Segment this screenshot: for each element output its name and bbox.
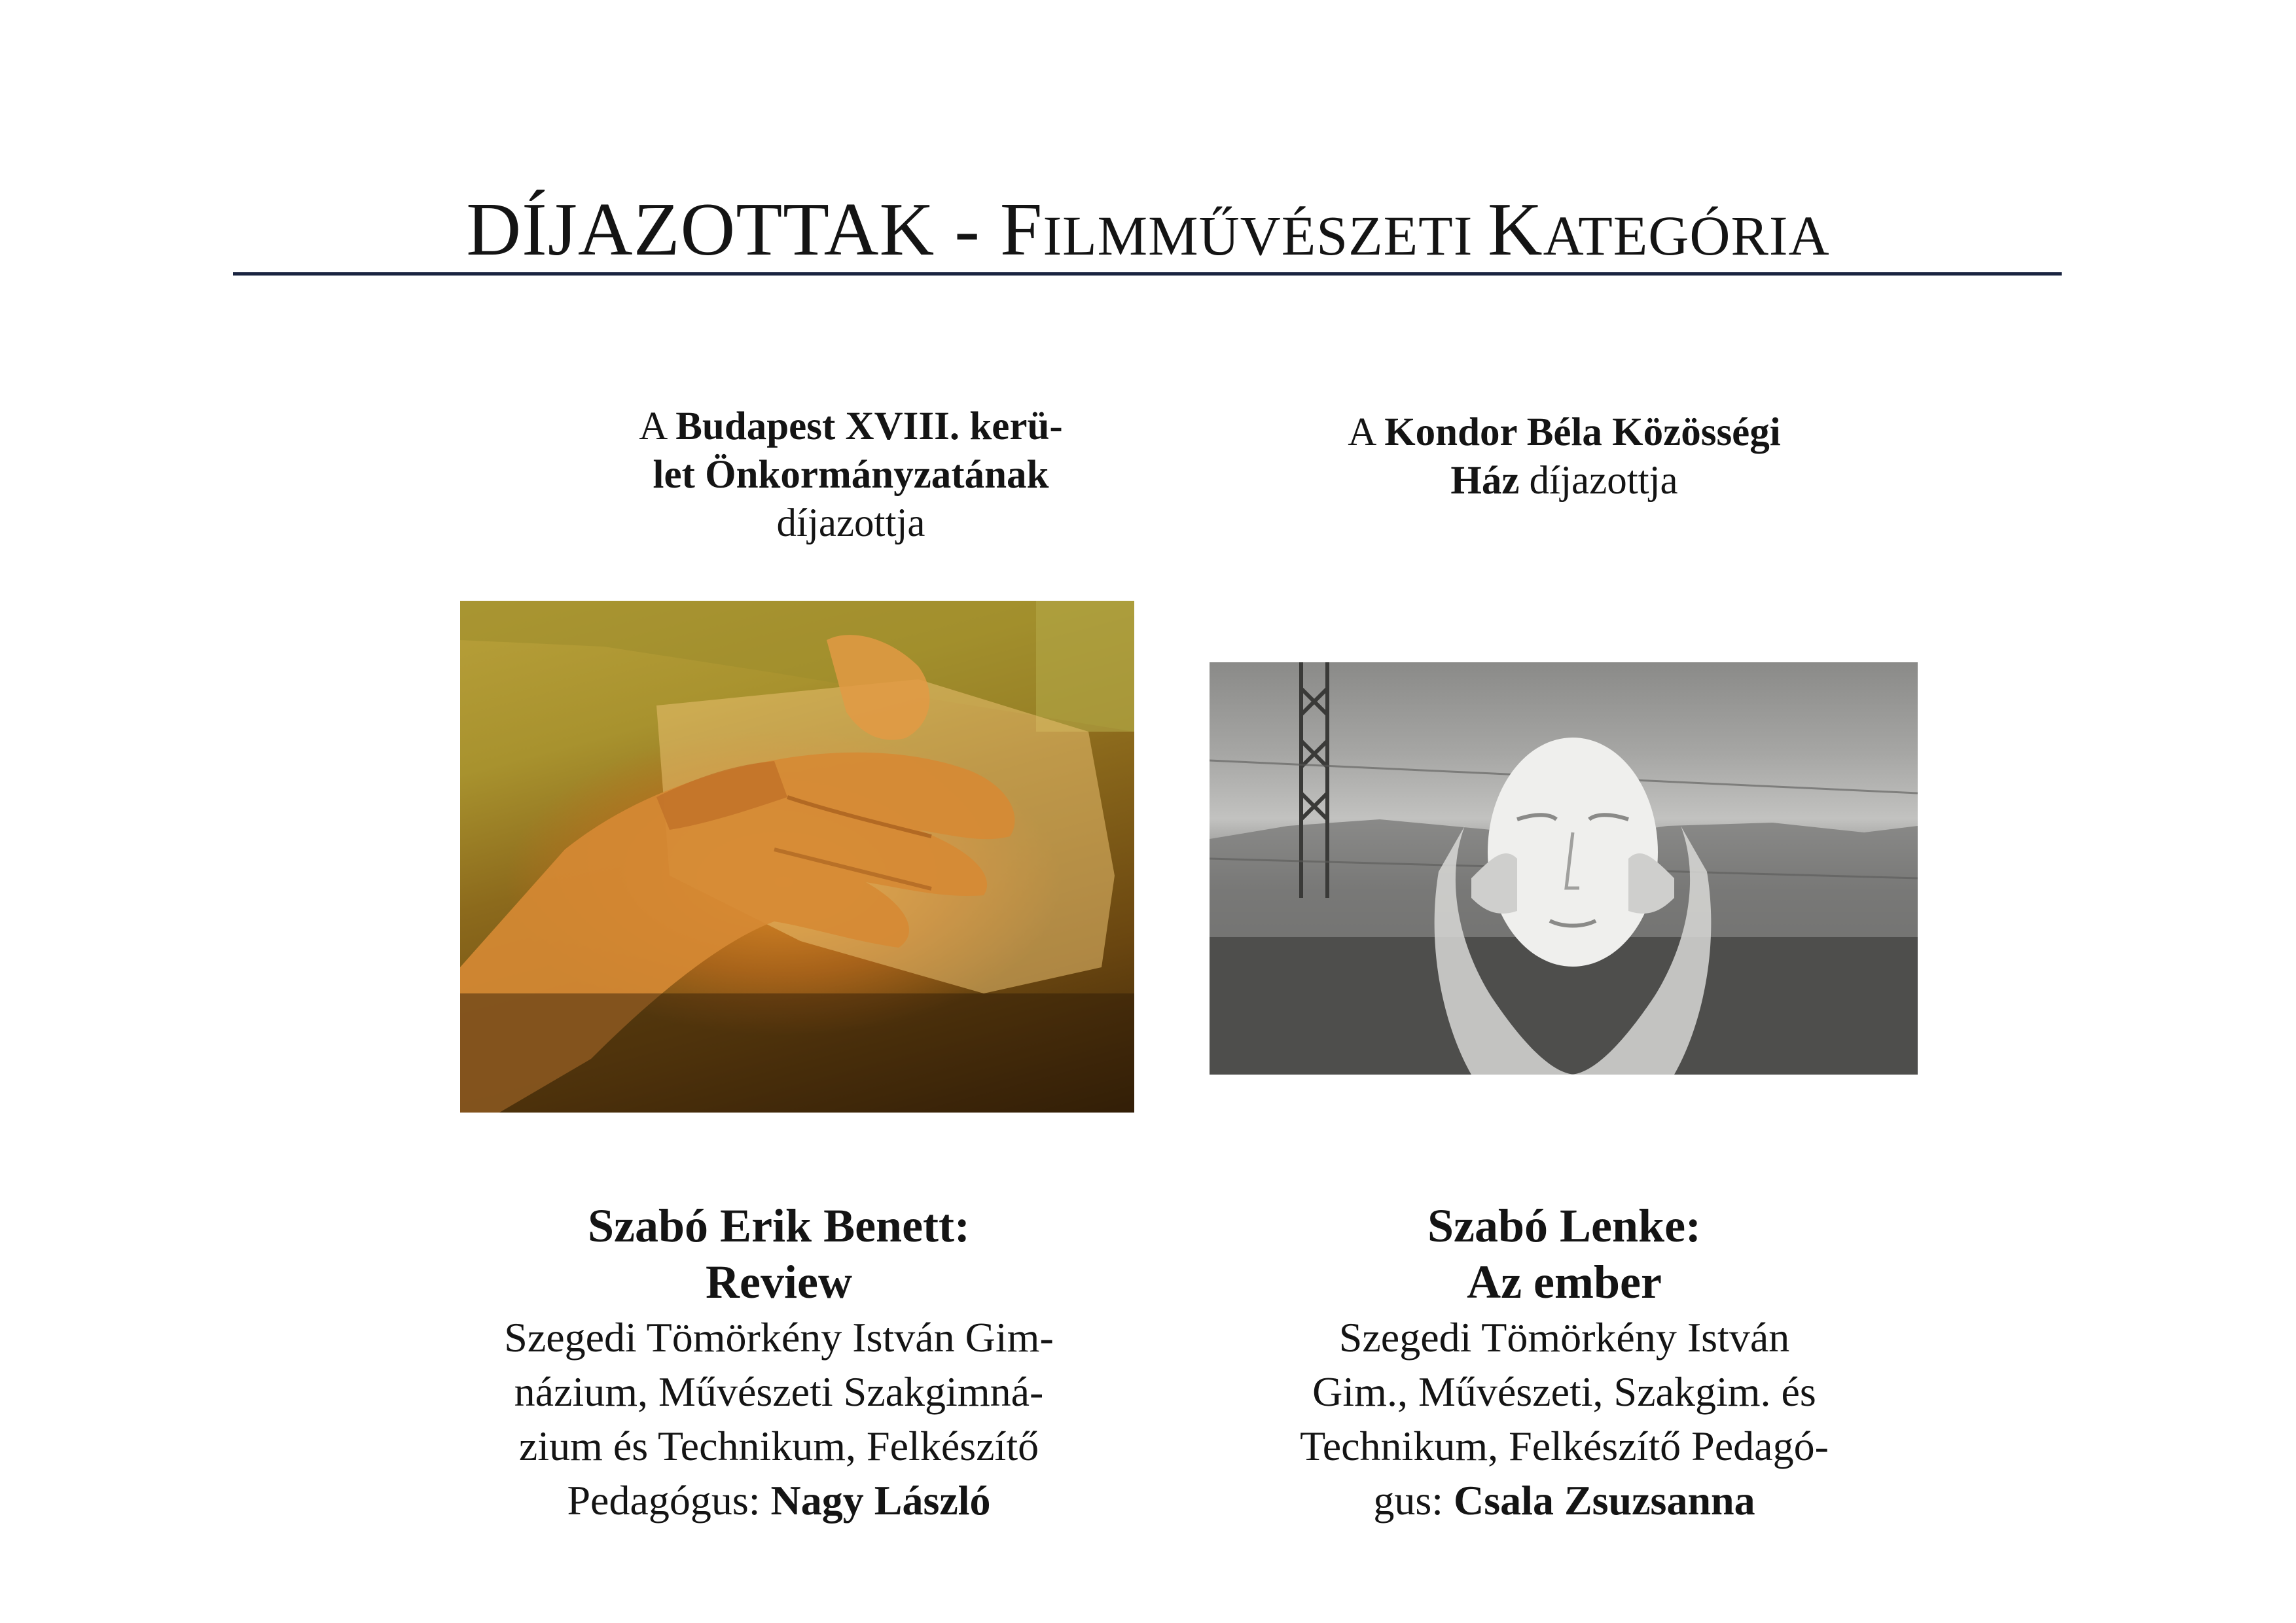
title-cap-k: K xyxy=(1487,187,1543,272)
title-cap-f: F xyxy=(999,187,1043,272)
work-title: Review xyxy=(706,1256,852,1308)
winner-entry-right xyxy=(1237,1198,1892,1527)
page-title xyxy=(0,187,2296,272)
title-smallcaps-1: ILMMŰVÉSZETI xyxy=(1043,204,1488,267)
sponsor-name-line2: let Önkormányzatának xyxy=(653,453,1049,497)
school-line3: Technikum, Felkészítő Pedagó- xyxy=(1300,1423,1829,1469)
hand-illustration xyxy=(460,601,1134,1113)
sponsor-prefix: A xyxy=(639,404,676,448)
work-title: Az ember xyxy=(1467,1256,1662,1308)
sponsor-caption-left xyxy=(524,402,1178,548)
sponsor-name-line1: Budapest XVIII. kerü- xyxy=(675,404,1063,448)
school-line3: zium és Technikum, Felkészítő xyxy=(518,1423,1039,1469)
sponsor-suffix: díjazottja xyxy=(776,501,925,545)
title-smallcaps-2: ATEGÓRIA xyxy=(1543,204,1830,267)
school-line1: Szegedi Tömörkény István xyxy=(1338,1314,1790,1361)
sponsor-caption-right xyxy=(1237,408,1892,505)
author-name: Szabó Erik Benett: xyxy=(588,1200,970,1252)
teacher-line xyxy=(1237,1473,1892,1527)
teacher-name: Csala Zsuzsanna xyxy=(1454,1477,1755,1524)
sponsor-name-line1: Kondor Béla Közösségi xyxy=(1384,410,1781,454)
winner-entry-left xyxy=(445,1198,1113,1527)
hand-on-paper-photo xyxy=(460,601,1134,1113)
mask-illustration xyxy=(1210,662,1918,1075)
teacher-prefix: gus: xyxy=(1373,1477,1454,1524)
hands-holding-mask-photo xyxy=(1210,662,1918,1075)
school-line2: Gim., Művészeti, Szakgim. és xyxy=(1312,1368,1816,1415)
teacher-line xyxy=(445,1473,1113,1527)
school-line1: Szegedi Tömörkény István Gim- xyxy=(504,1314,1054,1361)
sponsor-name-line2: Ház xyxy=(1450,459,1520,503)
title-divider xyxy=(233,272,2062,276)
teacher-prefix: Pedagógus: xyxy=(567,1477,771,1524)
author-name: Szabó Lenke: xyxy=(1427,1200,1702,1252)
sponsor-suffix: díjazottja xyxy=(1519,459,1678,503)
teacher-name: Nagy László xyxy=(770,1477,991,1524)
sponsor-prefix: A xyxy=(1348,410,1385,454)
school-line2: názium, Művészeti Szakgimná- xyxy=(514,1368,1044,1415)
title-main: DÍJAZOTTAK - xyxy=(466,187,1000,272)
